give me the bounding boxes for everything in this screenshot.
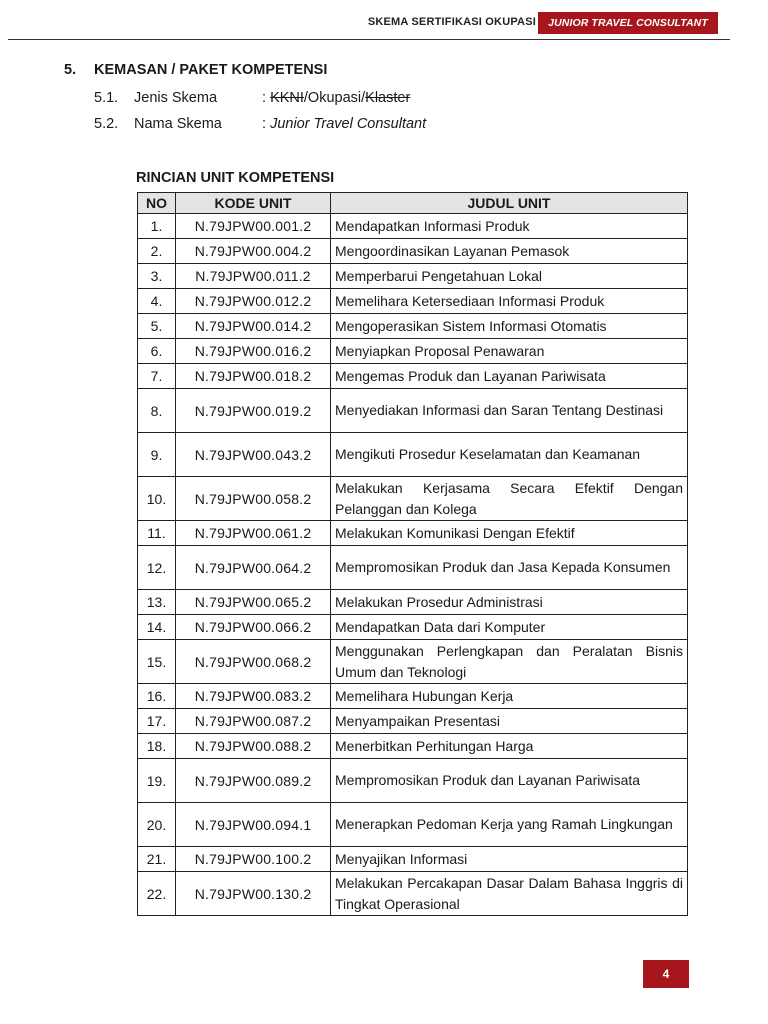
unit-code: N.79JPW00.001.2: [176, 214, 331, 239]
table-row: [138, 433, 688, 477]
column-header-code: KODE UNIT: [176, 193, 331, 214]
item-label: Nama Skema: [134, 116, 222, 132]
row-number: 7.: [138, 364, 176, 389]
table-row: [138, 803, 688, 847]
unit-title: Melakukan Komunikasi Dengan Efektif: [331, 521, 688, 546]
unit-code: N.79JPW00.094.1: [176, 803, 331, 847]
section-title: [64, 62, 327, 78]
unit-code: N.79JPW00.065.2: [176, 590, 331, 615]
item-separator: :: [262, 90, 267, 106]
row-number: 19.: [138, 759, 176, 803]
item-value: Junior Travel Consultant: [270, 116, 427, 132]
unit-code: N.79JPW00.088.2: [176, 734, 331, 759]
table-row: [138, 872, 688, 916]
unit-title: Melakukan Percakapan Dasar Dalam Bahasa Inggris di Tingkat Operasional: [331, 872, 688, 916]
unit-code: N.79JPW00.100.2: [176, 847, 331, 872]
section-title-text: KEMASAN / PAKET KOMPETENSI: [94, 62, 328, 78]
unit-title: Memelihara Hubungan Kerja: [331, 684, 688, 709]
row-number: 20.: [138, 803, 176, 847]
table-heading: RINCIAN UNIT KOMPETENSI: [136, 170, 335, 186]
unit-title: Melakukan Kerjasama Secara Efektif Dengan Pelanggan dan Kolega: [331, 477, 688, 521]
unit-code: N.79JPW00.058.2: [176, 477, 331, 521]
unit-title: Mendapatkan Data dari Komputer: [331, 615, 688, 640]
unit-code: N.79JPW00.004.2: [176, 239, 331, 264]
row-number: 17.: [138, 709, 176, 734]
table-header-row: [138, 193, 688, 214]
table-body: [138, 214, 688, 916]
table-row: [138, 339, 688, 364]
row-number: 22.: [138, 872, 176, 916]
unit-code: N.79JPW00.087.2: [176, 709, 331, 734]
unit-title: Menggunakan Perlengkapan dan Peralatan Bisnis Umum dan Teknologi: [331, 640, 688, 684]
row-number: 13.: [138, 590, 176, 615]
column-header-no: NO: [138, 193, 176, 214]
column-header-title: JUDUL UNIT: [331, 193, 688, 214]
value-part-struck: KKNI: [270, 90, 304, 106]
unit-title: Menyiapkan Proposal Penawaran: [331, 339, 688, 364]
row-number: 6.: [138, 339, 176, 364]
row-number: 3.: [138, 264, 176, 289]
table-row: [138, 264, 688, 289]
row-number: 11.: [138, 521, 176, 546]
unit-code: N.79JPW00.043.2: [176, 433, 331, 477]
row-number: 2.: [138, 239, 176, 264]
item-label: Jenis Skema: [134, 90, 218, 106]
table-row: [138, 759, 688, 803]
table-row: [138, 615, 688, 640]
item-number: 5.2.: [94, 116, 119, 132]
table-row: [138, 684, 688, 709]
unit-title: Menerbitkan Perhitungan Harga: [331, 734, 688, 759]
unit-code: N.79JPW00.066.2: [176, 615, 331, 640]
unit-code: N.79JPW00.011.2: [176, 264, 331, 289]
unit-title: Mengoordinasikan Layanan Pemasok: [331, 239, 688, 264]
table-row: [138, 389, 688, 433]
table-row: [138, 214, 688, 239]
row-number: 1.: [138, 214, 176, 239]
table-row: [138, 521, 688, 546]
unit-code: N.79JPW00.016.2: [176, 339, 331, 364]
unit-title: Mengoperasikan Sistem Informasi Otomatis: [331, 314, 688, 339]
unit-code: N.79JPW00.083.2: [176, 684, 331, 709]
row-number: 21.: [138, 847, 176, 872]
row-number: 9.: [138, 433, 176, 477]
table-row: [138, 590, 688, 615]
unit-title: Menerapkan Pedoman Kerja yang Ramah Lingkungan: [331, 803, 688, 847]
unit-code: N.79JPW00.018.2: [176, 364, 331, 389]
unit-title: Mendapatkan Informasi Produk: [331, 214, 688, 239]
unit-title: Menyediakan Informasi dan Saran Tentang Destinasi: [331, 389, 688, 433]
row-number: 8.: [138, 389, 176, 433]
unit-code: N.79JPW00.061.2: [176, 521, 331, 546]
table-row: [138, 477, 688, 521]
competency-units-table: [137, 192, 688, 916]
unit-code: N.79JPW00.068.2: [176, 640, 331, 684]
table-row: [138, 289, 688, 314]
table-row: [138, 314, 688, 339]
unit-title: Mempromosikan Produk dan Layanan Pariwisata: [331, 759, 688, 803]
unit-code: N.79JPW00.014.2: [176, 314, 331, 339]
item-value: [270, 90, 410, 106]
section-number: 5.: [64, 62, 77, 78]
row-number: 14.: [138, 615, 176, 640]
item-jenis-skema: [94, 90, 410, 106]
header-scheme-label: SKEMA SERTIFIKASI OKUPASI: [367, 16, 536, 28]
page-header: [0, 12, 768, 36]
unit-title: Mengemas Produk dan Layanan Pariwisata: [331, 364, 688, 389]
table-row: [138, 640, 688, 684]
unit-code: N.79JPW00.012.2: [176, 289, 331, 314]
row-number: 12.: [138, 546, 176, 590]
header-divider: [8, 39, 730, 40]
unit-title: Mengikuti Prosedur Keselamatan dan Keamanan: [331, 433, 688, 477]
value-part-struck: Klaster: [365, 90, 411, 106]
unit-title: Menyajikan Informasi: [331, 847, 688, 872]
item-nama-skema: [94, 116, 426, 132]
table-row: [138, 847, 688, 872]
unit-title: Melakukan Prosedur Administrasi: [331, 590, 688, 615]
header-badge: JUNIOR TRAVEL CONSULTANT: [538, 12, 718, 34]
table-row: [138, 546, 688, 590]
unit-title: Menyampaikan Presentasi: [331, 709, 688, 734]
item-separator: :: [262, 116, 267, 132]
row-number: 16.: [138, 684, 176, 709]
row-number: 10.: [138, 477, 176, 521]
unit-title: Mempromosikan Produk dan Jasa Kepada Konsumen: [331, 546, 688, 590]
unit-code: N.79JPW00.130.2: [176, 872, 331, 916]
row-number: 15.: [138, 640, 176, 684]
table-row: [138, 709, 688, 734]
unit-code: N.79JPW00.019.2: [176, 389, 331, 433]
unit-title: Memelihara Ketersediaan Informasi Produk: [331, 289, 688, 314]
row-number: 18.: [138, 734, 176, 759]
item-number: 5.1.: [94, 90, 119, 106]
row-number: 5.: [138, 314, 176, 339]
unit-code: N.79JPW00.089.2: [176, 759, 331, 803]
unit-code: N.79JPW00.064.2: [176, 546, 331, 590]
unit-title: Memperbarui Pengetahuan Lokal: [331, 264, 688, 289]
row-number: 4.: [138, 289, 176, 314]
table-row: [138, 734, 688, 759]
table-row: [138, 239, 688, 264]
value-part: /Okupasi/: [303, 90, 366, 106]
table-row: [138, 364, 688, 389]
page-number: 4: [643, 960, 689, 988]
